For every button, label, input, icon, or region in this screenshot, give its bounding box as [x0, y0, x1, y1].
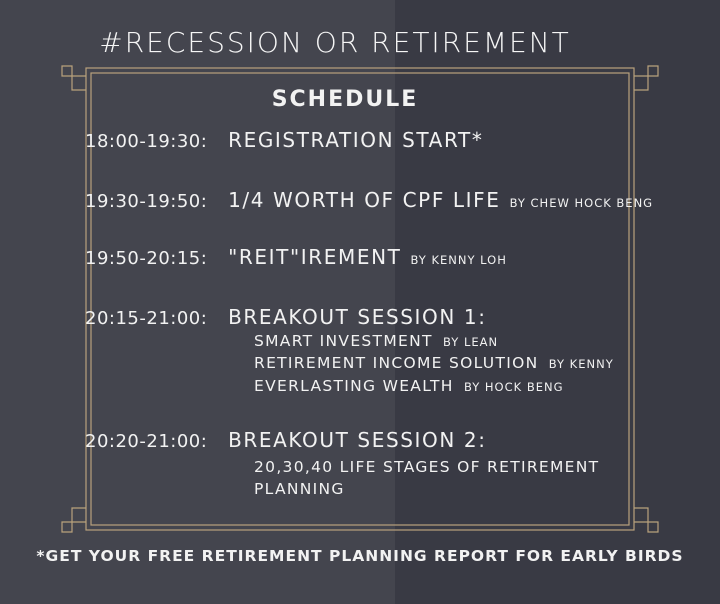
breakout-title: PLANNING: [254, 480, 345, 498]
footer-note: *GET YOUR FREE RETIREMENT PLANNING REPORT FOR EARLY BIRDS: [36, 547, 684, 565]
breakout-title: EVERLASTING WEALTH: [254, 377, 454, 395]
schedule-row: [85, 428, 487, 452]
schedule-heading: SCHEDULE: [271, 87, 419, 112]
schedule-row: [85, 128, 483, 152]
breakout-title: RETIREMENT INCOME SOLUTION: [254, 354, 539, 372]
breakout-item: [254, 377, 564, 395]
schedule-time: 20:15-21:00:: [85, 308, 208, 329]
breakout-title: SMART INVESTMENT: [254, 332, 433, 350]
speaker-label: BY HOCK BENG: [463, 380, 564, 394]
schedule-event: BREAKOUT SESSION 2:: [228, 428, 487, 452]
breakout-item: [254, 458, 599, 476]
breakout-title: 20,30,40 LIFE STAGES OF RETIREMENT: [254, 458, 600, 476]
schedule-time: 19:30-19:50:: [85, 191, 208, 212]
schedule-row: [85, 245, 507, 269]
schedule-row: [85, 305, 487, 329]
speaker-label: BY KENNY: [548, 357, 614, 371]
schedule-time: 19:50-20:15:: [85, 248, 208, 269]
schedule-row: [85, 188, 653, 212]
schedule-event: BREAKOUT SESSION 1:: [228, 305, 487, 329]
speaker-label: BY CHEW HOCK BENG: [509, 196, 654, 210]
page-title: #RECESSION OR RETIREMENT: [99, 26, 571, 59]
schedule-event: "REIT"IREMENT: [228, 245, 402, 269]
schedule-time: 18:00-19:30:: [85, 131, 208, 152]
breakout-item: [254, 354, 614, 372]
breakout-item: [254, 480, 345, 498]
schedule-event: 1/4 WORTH OF CPF LIFE: [228, 188, 501, 212]
speaker-label: BY KENNY LOH: [410, 253, 507, 267]
breakout-item: [254, 332, 498, 350]
speaker-label: BY LEAN: [443, 335, 499, 349]
schedule-time: 20:20-21:00:: [85, 431, 208, 452]
schedule-event: REGISTRATION START*: [228, 128, 484, 152]
